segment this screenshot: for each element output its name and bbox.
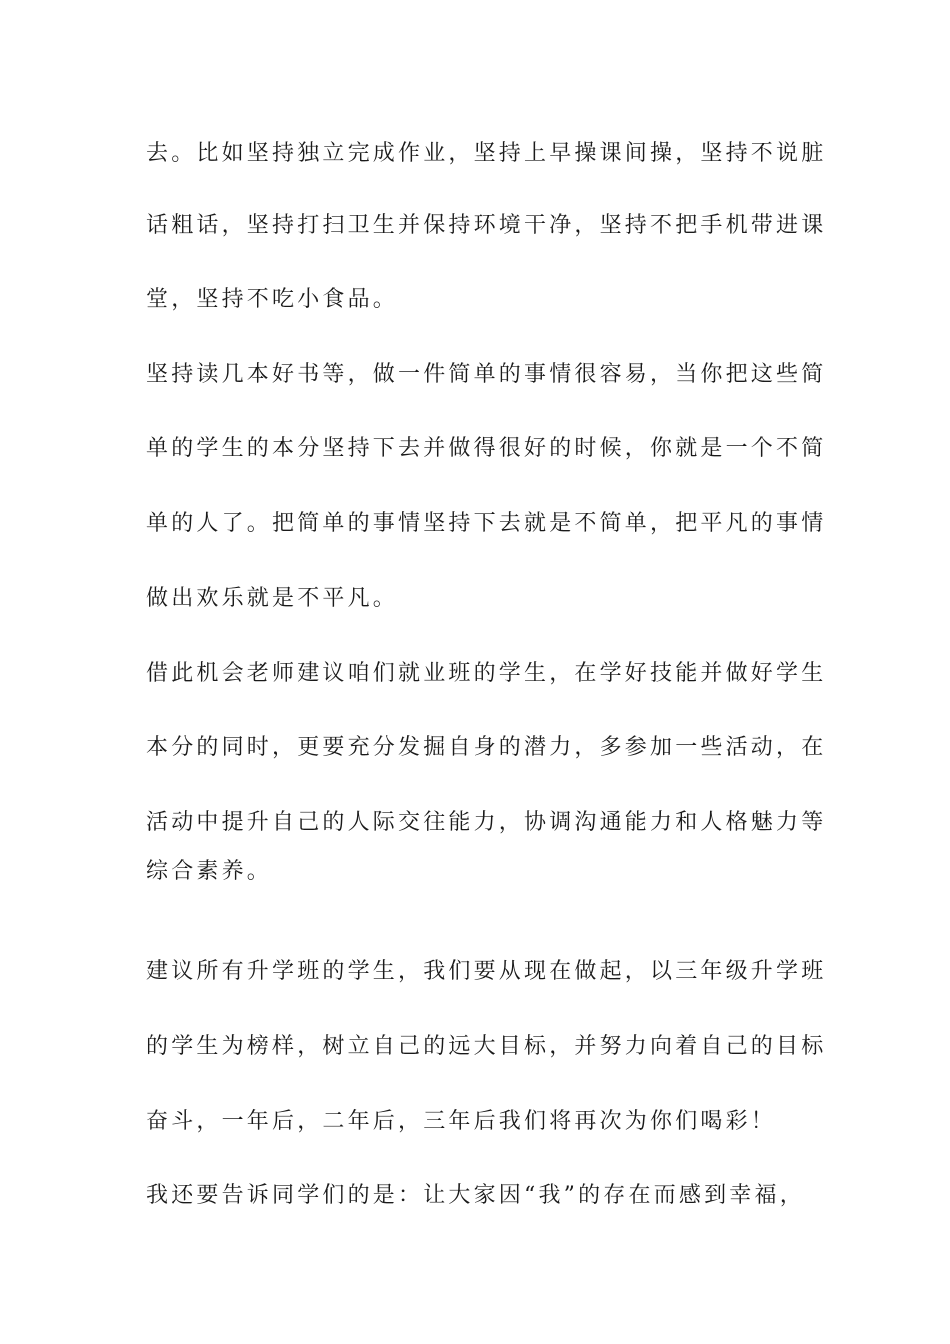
text-line: 做出欢乐就是不平凡。 <box>146 586 399 611</box>
text-line: 去。比如坚持独立完成作业，坚持上早操课间操，坚持不说脏 <box>146 141 827 166</box>
text-line: 综合素养。 <box>146 859 273 884</box>
text-line: 活动中提升自己的人际交往能力，协调沟通能力和人格魅力等 <box>146 810 827 835</box>
text-line: 借此机会老师建议咱们就业班的学生，在学好技能并做好学生 <box>146 661 827 686</box>
text-line: 奋斗，一年后，二年后，三年后我们将再次为你们喝彩！ <box>146 1109 777 1134</box>
text-line: 建议所有升学班的学生，我们要从现在做起，以三年级升学班 <box>146 959 827 984</box>
text-line: 我还要告诉同学们的是：让大家因“我”的存在而感到幸福， <box>146 1183 805 1208</box>
text-line: 单的人了。把简单的事情坚持下去就是不简单，把平凡的事情 <box>146 511 827 536</box>
text-line: 本分的同时，更要充分发掘自身的潜力，多参加一些活动，在 <box>146 735 827 760</box>
text-line: 话粗话，坚持打扫卫生并保持环境干净，坚持不把手机带进课 <box>146 213 827 238</box>
text-line: 单的学生的本分坚持下去并做得很好的时候，你就是一个不简 <box>146 436 827 461</box>
text-line: 堂，坚持不吃小食品。 <box>146 287 399 312</box>
text-line: 坚持读几本好书等，做一件简单的事情很容易，当你把这些简 <box>146 362 827 387</box>
text-line: 的学生为榜样，树立自己的远大目标，并努力向着自己的目标 <box>146 1034 827 1059</box>
